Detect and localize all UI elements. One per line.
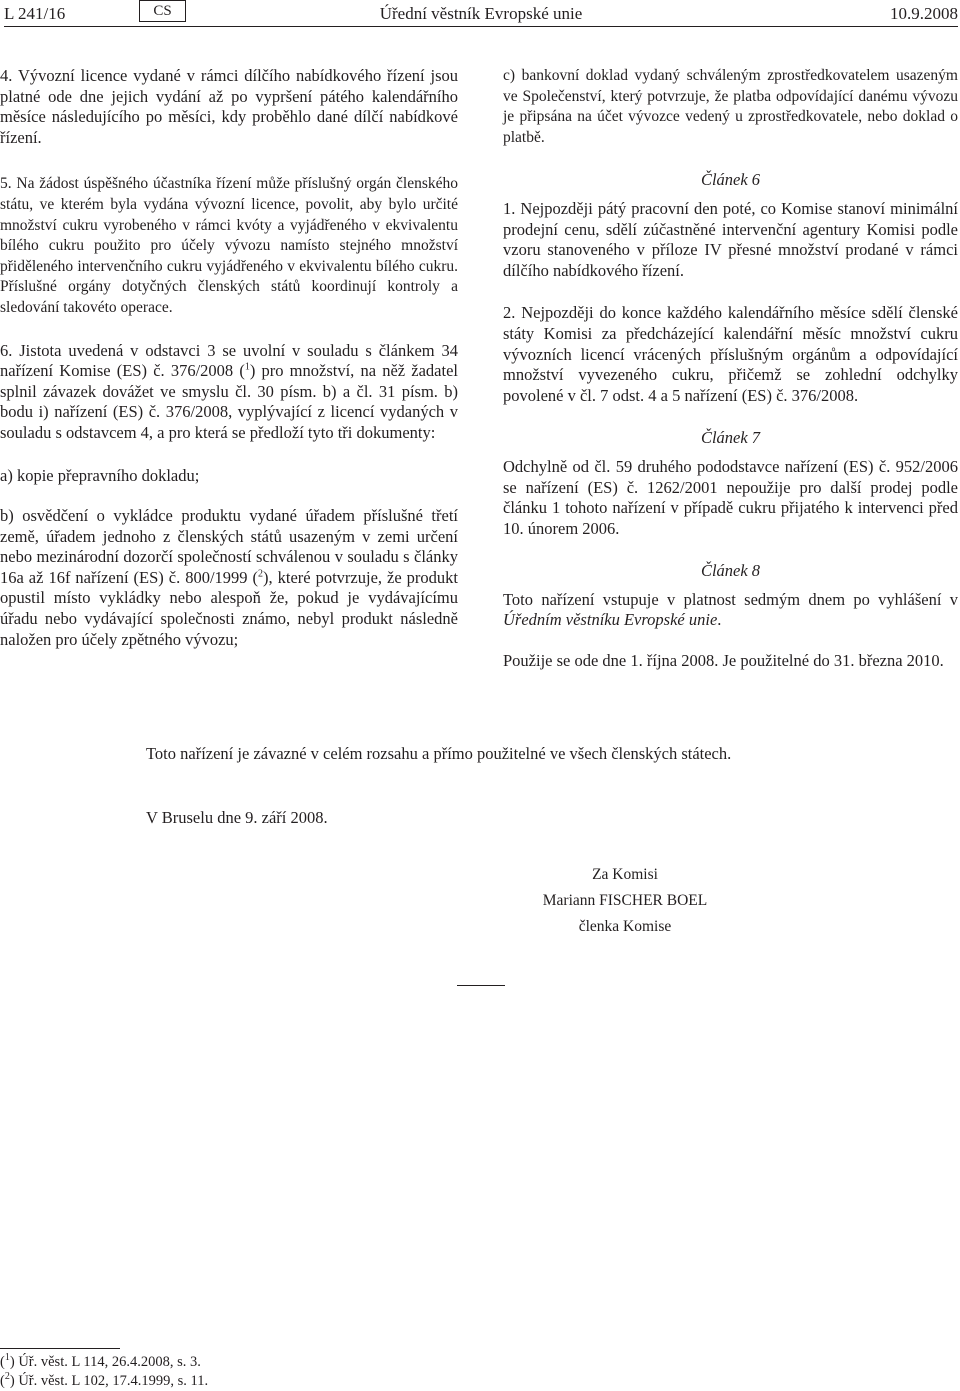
signature-for: Za Komisi [592,866,658,883]
footnote-ref-1[interactable]: 1 [244,361,250,373]
publication-date: 10.9.2008 [890,4,958,23]
list-item-b: b) osvědčení o vykládce produktu vydané úřadem příslušné třetí země, úřadem jednoho z členských států usazeným v zemi určení nebo mezinárodní dozorčí společností schválenou v souladu s články 16a až 16f nařízení (ES) č. 800/1999 ($^2$), které potvrzuje, že produkt opustil místo vykládky nebo alespoň že, pokud je vydávajícímu úřadu nebo vydávající společnosti známo, nebyl produkt následně naložen pro účely zpětného vývozu; [0,506,458,649]
signatory-role: členka Komise [578,918,672,935]
right-column [503,66,958,672]
article-8-heading: Článek 8 [700,561,761,581]
footnote-ref-2[interactable]: 2 [258,568,264,580]
paragraph-4: 4. Vývozní licence vydané v rámci dílčího nabídkového řízení jsou platné ode dne jejich vydání až po vypršení pátého kalendářního měsíce následujícího po měsíci, kdy proběhlo dané dílčí nabídkové řízení. [0,66,458,147]
binding-clause: Toto nařízení je závazné v celém rozsahu a přímo použitelné ve všech členských státech. [146,744,732,763]
paragraph-6: 6. Jistota uvedená v odstavci 3 se uvolní v souladu s článkem 34 nařízení Komise (ES) č. 376/2008 ($^1$) pro množství, na něž žadatel splnil závazek dovážet ve smyslu čl. 30 písm. b) a čl. 31 písm. b) bodu i) nařízení (ES) č. 376/2008, vyplývající z licencí vydaných v souladu s odstavcem 4, a pro která se předloží tyto tři dokumenty: [0,340,458,442]
place-and-date: V Bruselu dne 9. září 2008. [146,808,328,827]
article-6-paragraph-1: 1. Nejpozději pátý pracovní den poté, co Komise stanoví minimální prodejní cenu, sdělí zúčastněné intervenční agentury Komisi podle vzoru stanoveného v příloze IV přesné množství prodané v rámci dílčího nabídkového řízení. [503,198,958,280]
journal-title: Úřední věstník Evropské unie [379,4,583,23]
article-7-paragraph: Odchylně od čl. 59 druhého pododstavce nařízení (ES) č. 952/2006 se nařízení (ES) č. 1262/2001 nepoužije pro další prodej podle článku 1 tohoto nařízení v případě cukru přijatého k intervenci před 10. únorem 2006. [503,456,958,538]
article-7-heading: Článek 7 [700,428,761,448]
article-6-paragraph-2: 2. Nejpozději do konce každého kalendářního měsíce sdělí členské státy Komisi za předcházející kalendářní měsíc množství cukru vývozních licencí vrácených příslušným orgánům a odpovídající množství vyvezeného cukru, přičemž se zohlední odchylky povolené v čl. 7 odst. 4 a 5 nařízení (ES) č. 376/2008. [503,303,958,405]
list-item-a: a) kopie přepravního dokladu; [0,465,200,485]
page-reference: L 241/16 [4,4,66,23]
page-header [4,0,958,27]
article-8-paragraph-2: Použije se ode dne 1. října 2008. Je použitelné do 31. března 2010. [503,651,944,671]
paragraph-5: 5. Na žádost úspěšného účastníka řízení může příslušný orgán členského státu, ve kterém byla vydána vývozní licence, povolit, aby bylo určité množství cukru vyrobeného v rámci kvóty a vyjádřeného v ekvivalentu bílého cukru použito pro účely vývozu namísto stejného množství přiděleného intervenčního cukru vyjádřeného v ekvivalentu bílého cukru. Příslušné orgány dotyčných členských států koordinují kontroly a sledování takovéto operace. [0,175,458,316]
article-6-heading: Článek 6 [700,170,761,190]
footnote-1: ($^1$) Úř. věst. L 114, 26.4.2008, s. 3. [0,1352,201,1370]
footnotes [0,1353,208,1391]
left-column [0,66,458,650]
journal-name: Úředním věstníku Evropské unie [503,610,718,630]
language-badge: CS [139,0,186,22]
footnote-divider [0,1348,120,1349]
signatory-name: Mariann FISCHER BOEL [542,892,708,909]
end-divider [457,985,505,986]
list-item-c: c) bankovní doklad vydaný schváleným zprostředkovatelem usazeným ve Společenství, který potvrzuje, že platba odpovídající danému vývozu je připsána na účet vývozce vedený u zprostředkovatele, nebo doklad o platbě. [503,67,958,146]
footnote-2: ($^2$) Úř. věst. L 102, 17.4.1999, s. 11. [0,1371,209,1389]
article-8-paragraph-1: Toto nařízení vstupuje v platnost sedmým dnem po vyhlášení v Úředním věstníku Evropské unie. [503,589,958,630]
